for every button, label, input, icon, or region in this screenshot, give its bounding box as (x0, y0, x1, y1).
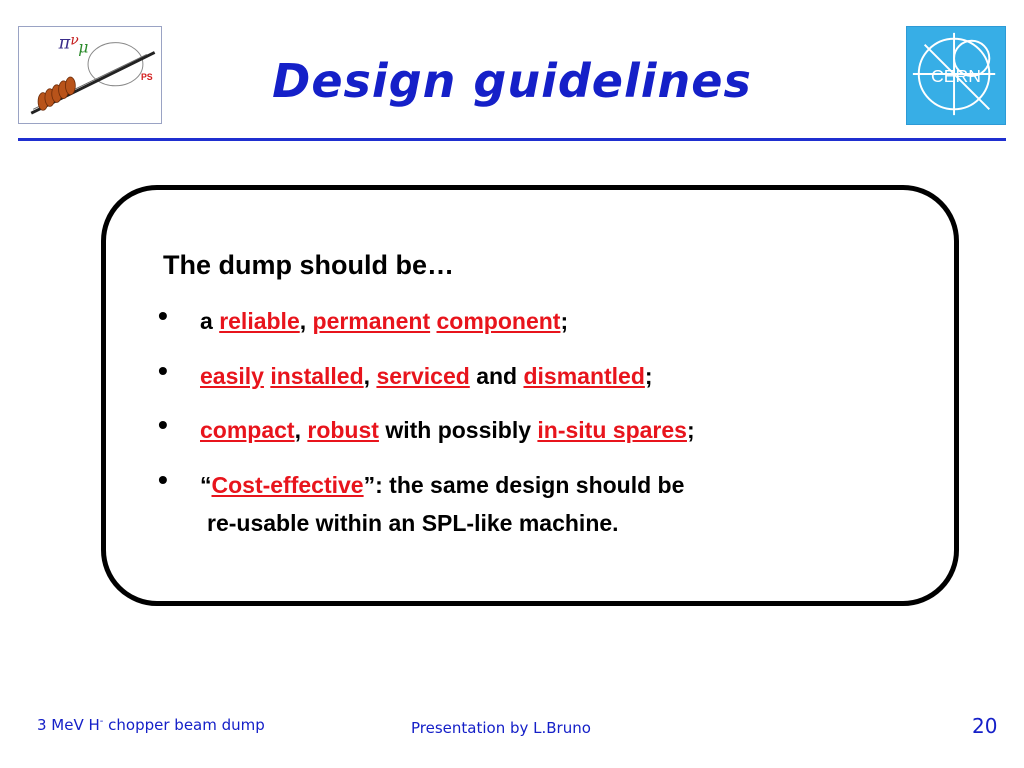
bullet-text: a (200, 308, 213, 334)
emphasis-installed: installed (270, 363, 364, 389)
slide-title: Design guidelines (272, 54, 752, 108)
svg-text:μ: μ (78, 37, 89, 57)
bullet-marker: • (158, 409, 168, 440)
footer-text: chopper beam dump (103, 716, 265, 734)
bullet-text: and (476, 363, 518, 389)
emphasis-reliable: reliable (219, 308, 300, 334)
content-heading: The dump should be… (163, 250, 454, 280)
bullet-easily-installed (200, 363, 653, 390)
emphasis-component: component (436, 308, 561, 334)
bullet-marker: • (158, 300, 168, 331)
emphasis-permanent: permanent (312, 308, 431, 334)
emphasis-dismantled: dismantled (523, 363, 645, 389)
emphasis-serviced: serviced (376, 363, 470, 389)
svg-text:ν: ν (70, 32, 79, 49)
cern-rings-icon (907, 27, 1005, 124)
emphasis-in-situ-spares: in-situ spares (537, 417, 687, 443)
footer-superscript: - (99, 716, 104, 727)
bullet-text: ; (560, 308, 569, 334)
svg-text:CERN: CERN (931, 65, 981, 86)
bullet-text: with possibly (385, 417, 532, 443)
bullet-reliable (200, 308, 568, 335)
bullet-marker: • (158, 355, 168, 386)
emphasis-robust: robust (307, 417, 379, 443)
bullet-text: “ (200, 472, 212, 498)
footer-presenter: Presentation by L.Bruno (411, 719, 591, 737)
footer-talk-title (37, 716, 265, 734)
svg-text:π: π (58, 33, 71, 54)
bullet-text: , (363, 363, 371, 389)
cern-logo (906, 26, 1006, 125)
bullet-text: ; (644, 363, 653, 389)
title-divider (18, 138, 1006, 141)
emphasis-compact: compact (200, 417, 295, 443)
emphasis-cost-effective: Cost-effective (211, 472, 364, 498)
svg-text:PS: PS (140, 71, 153, 82)
bullet-text: ”: the same design should be (363, 472, 685, 498)
bullet-cost-effective-continuation: re-usable within an SPL-like machine. (207, 510, 619, 536)
footer-text: 3 MeV H (37, 716, 100, 734)
page-number: 20 (972, 714, 998, 738)
bullet-marker: • (158, 464, 168, 495)
bullet-text: , (299, 308, 307, 334)
bullet-cost-effective (200, 472, 684, 499)
content-panel (101, 185, 959, 606)
bullet-compact-robust (200, 417, 695, 444)
emphasis-easily: easily (200, 363, 264, 389)
bullet-text: , (294, 417, 301, 443)
bullet-text: ; (686, 417, 695, 443)
